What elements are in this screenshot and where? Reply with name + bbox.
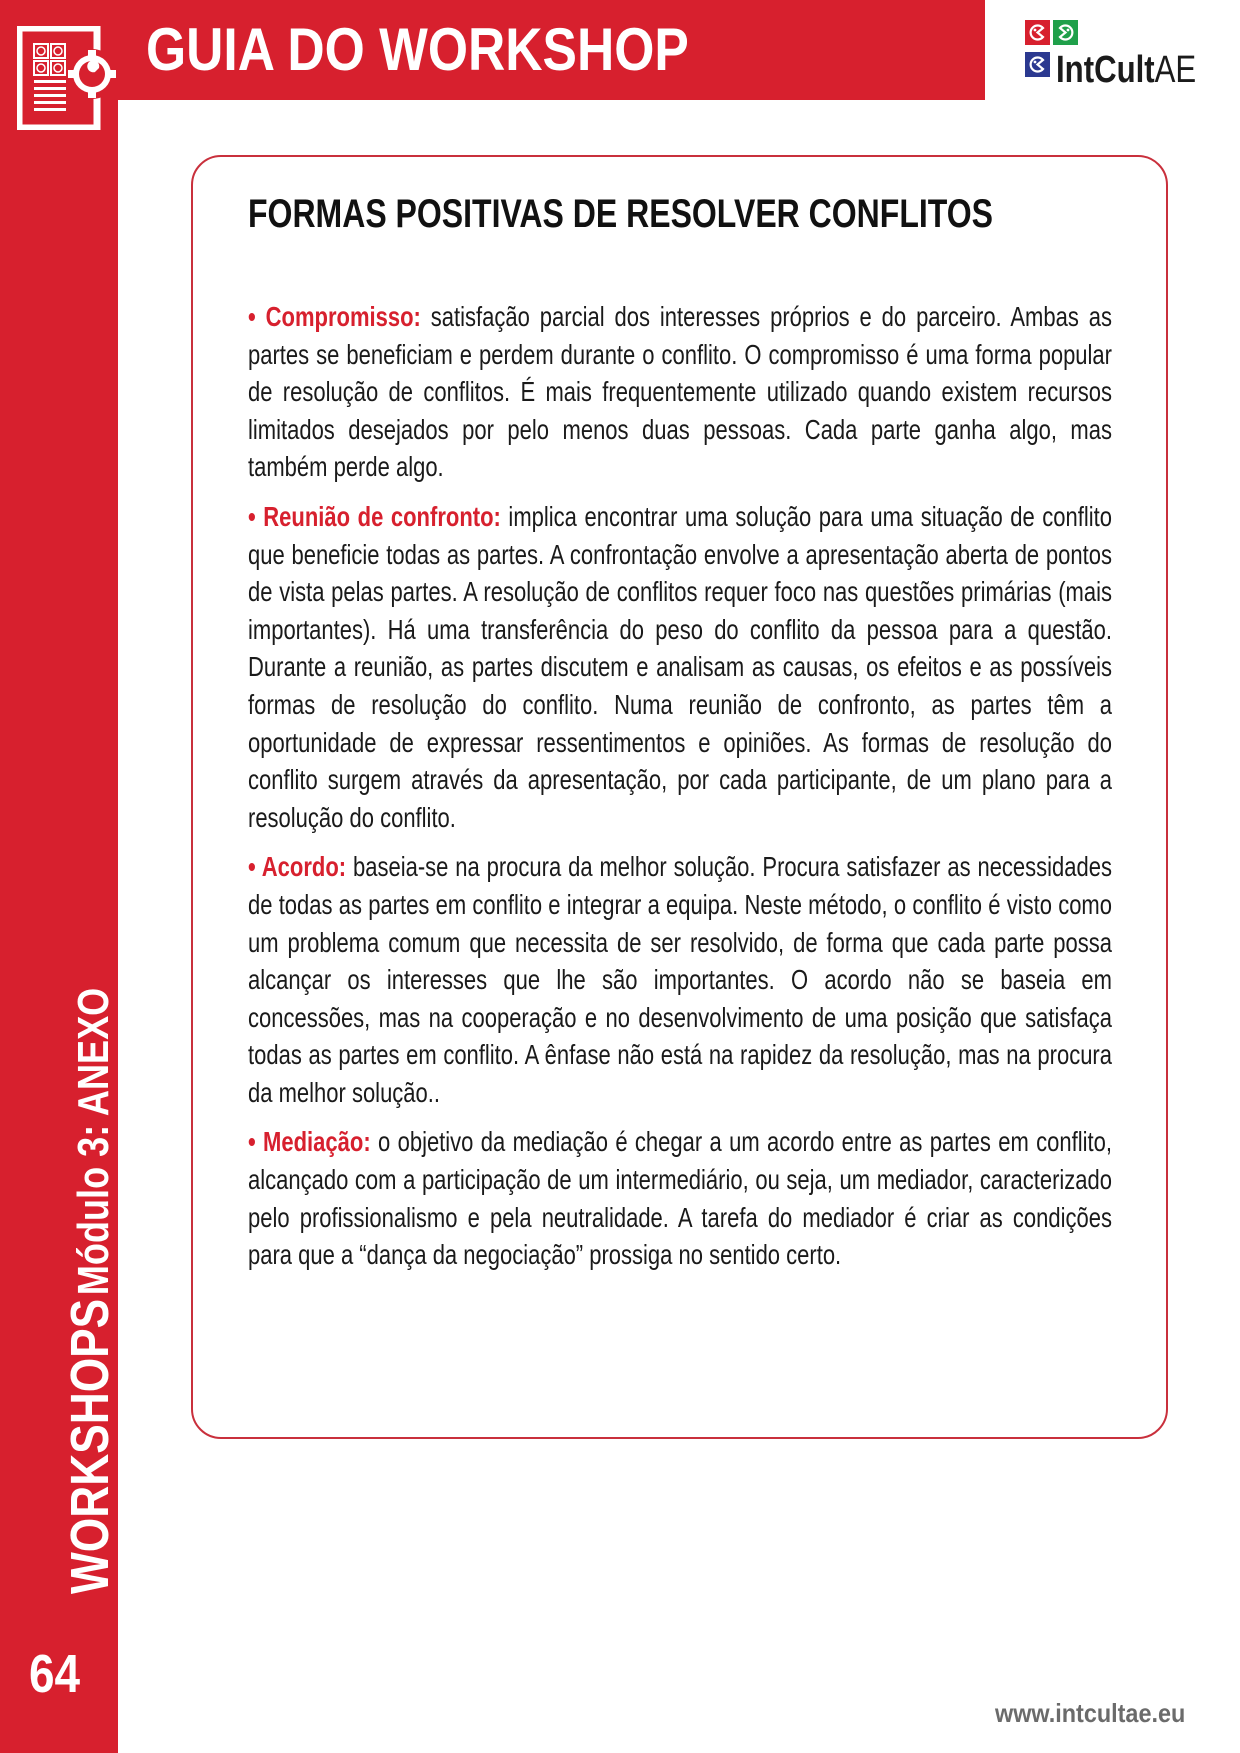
- card-title: FORMAS POSITIVAS DE RESOLVER CONFLITOS: [248, 192, 993, 236]
- term-description: o objetivo da mediação é chegar a um acordo entre as partes em conflito, alcançado com a participação de um intermediário, ou seja, um mediador, caracterizado pelo profissionalismo e pela neutralidade. A tarefa do mediador é criar as condições para que a “dança da negociação” prossiga no sentido certo.: [248, 1126, 1113, 1271]
- logo-text-light: AE: [1154, 49, 1197, 91]
- sidebar-vertical-label: [59, 855, 135, 1594]
- term-description: satisfação parcial dos interesses próprios e do parceiro. Ambas as partes se beneficiam e perdem durante o conflito. O compromisso é uma forma popular de resolução de conflitos. É mais frequentemente utilizado quando existem recursos limitados desejados por pelo menos duas pessoas. Cada parte ganha algo, mas também perde algo.: [248, 301, 1113, 483]
- workshop-guide-icon: [17, 26, 119, 130]
- header-title: GUIA DO WORKSHOP: [146, 16, 689, 83]
- logo-face-red-icon: [1025, 20, 1050, 45]
- card-body: [248, 298, 1112, 1286]
- list-item-acordo: [248, 848, 1112, 1111]
- term-label: • Compromisso:: [248, 301, 421, 332]
- list-item-reuniao-de-confronto: [248, 498, 1112, 836]
- term-description: baseia-se na procura da melhor solução. Procura satisfazer as necessidades de todas as partes em conflito e integrar a equipa. Neste método, o conflito é visto como um problema comum que necessita de ser resolvido, de forma que cada parte possa alcançar os interesses que lhe são importantes. O acordo não se baseia em concessões, mas na cooperação e no desenvolvimento de uma posição que satisfaça todas as partes em conflito. A ênfase não está na rapidez da resolução, mas na procura da melhor solução..: [248, 851, 1113, 1108]
- list-item-mediacao: [248, 1123, 1112, 1273]
- page-number: 64: [29, 1644, 81, 1704]
- term-description: implica encontrar uma solução para uma situação de conflito que beneficie todas as partes. A confrontação envolve a apresentação aberta de pontos de vista pelas partes. A resolução de conflitos requer foco nas questões primárias (mais importantes). Há uma transferência do peso do conflito da pessoa para a questão. Durante a reunião, as partes discutem e analisam as causas, os efeitos e as possíveis formas de resolução do conflito. Numa reunião de confronto, as partes têm a oportunidade de expressar ressentimentos e opiniões. As formas de resolução do conflito surgem através da apresentação, por cada participante, de um plano para a resolução do conflito.: [248, 500, 1113, 833]
- logo-face-green-icon: [1053, 20, 1078, 45]
- footer-website-link[interactable]: www.intcultae.eu: [995, 1698, 1186, 1728]
- term-label: • Acordo:: [248, 851, 347, 883]
- logo-text-bold: IntCult: [1056, 49, 1155, 91]
- sidebar-label-module: Módulo 3: ANEXO: [69, 987, 118, 1296]
- term-label: • Reunião de confronto:: [248, 500, 501, 532]
- sidebar-label-workshops: WORKSHOPS: [60, 1298, 120, 1594]
- term-label: • Mediação:: [248, 1126, 371, 1158]
- logo-wordmark: [1056, 50, 1196, 90]
- list-item-compromisso: [248, 298, 1112, 486]
- logo-face-blue-icon: [1025, 52, 1050, 77]
- intcultae-logo: [1025, 20, 1205, 91]
